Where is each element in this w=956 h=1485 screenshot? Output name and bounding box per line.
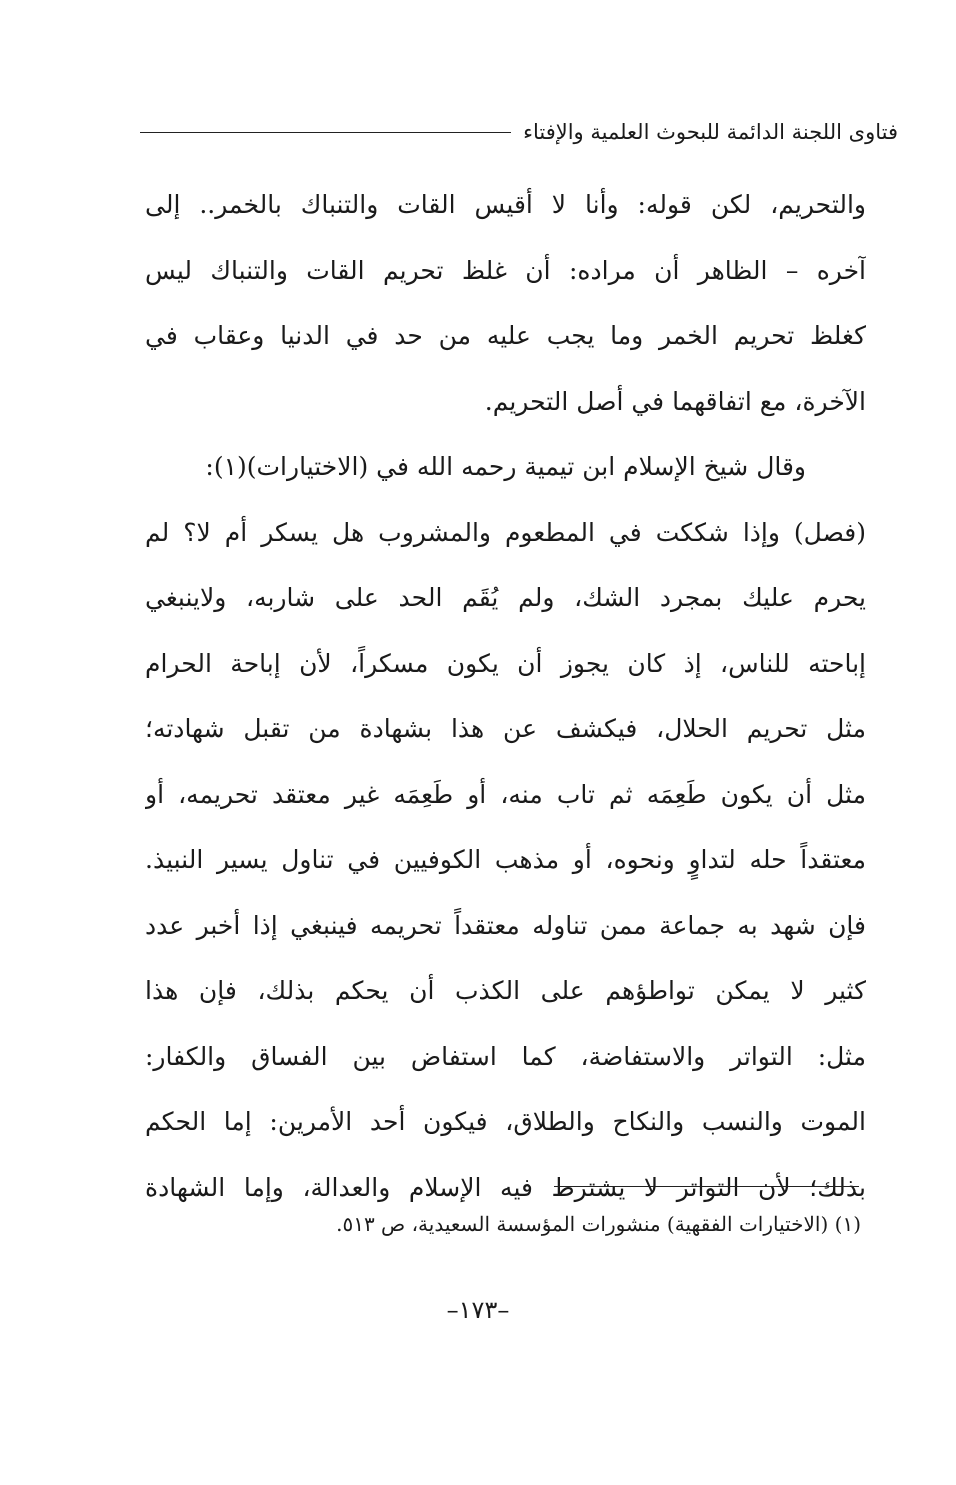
body-line: (فصل) وإذا شككت في المطعوم والمشروب هل يسكر أم لا؟ لم [145,517,866,547]
body-line: إباحته للناس، إذ كان يجوز أن يكون مسكراً، لأن إباحة الحرام [145,648,866,678]
body-line: معتقداً حله لتداوٍ ونحوه، أو مذهب الكوفيين في تناول يسير النبيذ. [145,845,866,874]
body-line: كغلظ تحريم الخمر وما يجب عليه من حد في الدنيا وعقاب في [145,321,866,350]
body-line: الآخرة، مع اتفاقهما في أصل التحريم. [484,386,866,416]
header-rule [140,132,511,133]
footnote-rule [554,1186,859,1187]
body-line: فإن شهد به جماعة ممن تناوله معتقداً تحريمه فينبغي إذا أخبر عدد [145,910,866,940]
body-line: آخره – الظاهر أن مراده: أن غلظ تحريم القات والتنباك ليس [145,255,866,285]
footnote: (١) (الاختيارات الفقهية) منشورات المؤسسة السعيدية، ص ٥١٣. [336,1212,861,1236]
body-line: مثل: التواتر والاستفاضة، كما استفاض بين الفساق والكفار: [145,1041,866,1071]
body-line: كثير لا يمكن تواطؤهم على الكذب أن يحكم بذلك، فإن هذا [145,976,866,1005]
body-line: وقال شيخ الإسلام ابن تيمية رحمه الله في (الاختيارات)(١): [205,452,806,481]
body-line: بذلك؛ لأن التواتر لا يشترط فيه الإسلام والعدالة، وإما الشهادة [145,1172,866,1202]
body-line: الموت والنسب والنكاح والطلاق، فيكون أحد الأمرين: إما الحكم [145,1107,866,1136]
running-header [140,112,898,152]
body-line: مثل تحريم الحلال، فيكشف عن هذا بشهادة من تقبل شهادته؛ [145,714,866,743]
page-body [145,172,866,1220]
page-number: –١٧٣– [446,1296,510,1324]
header-title: فتاوى اللجنة الدائمة للبحوث العلمية والإفتاء [523,120,898,144]
body-line: يحرم عليك بمجرد الشك، ولم يُقَم الحد على شاربه، ولاينبغي [145,583,866,612]
body-line: مثل أن يكون طَعِمَه ثم تاب منه، أو طَعِمَه غير معتقد تحريمه، أو [145,779,866,809]
body-line: والتحريم، لكن قوله: وأنا لا أقيس القات والتنباك بالخمر.. إلى [145,190,866,219]
